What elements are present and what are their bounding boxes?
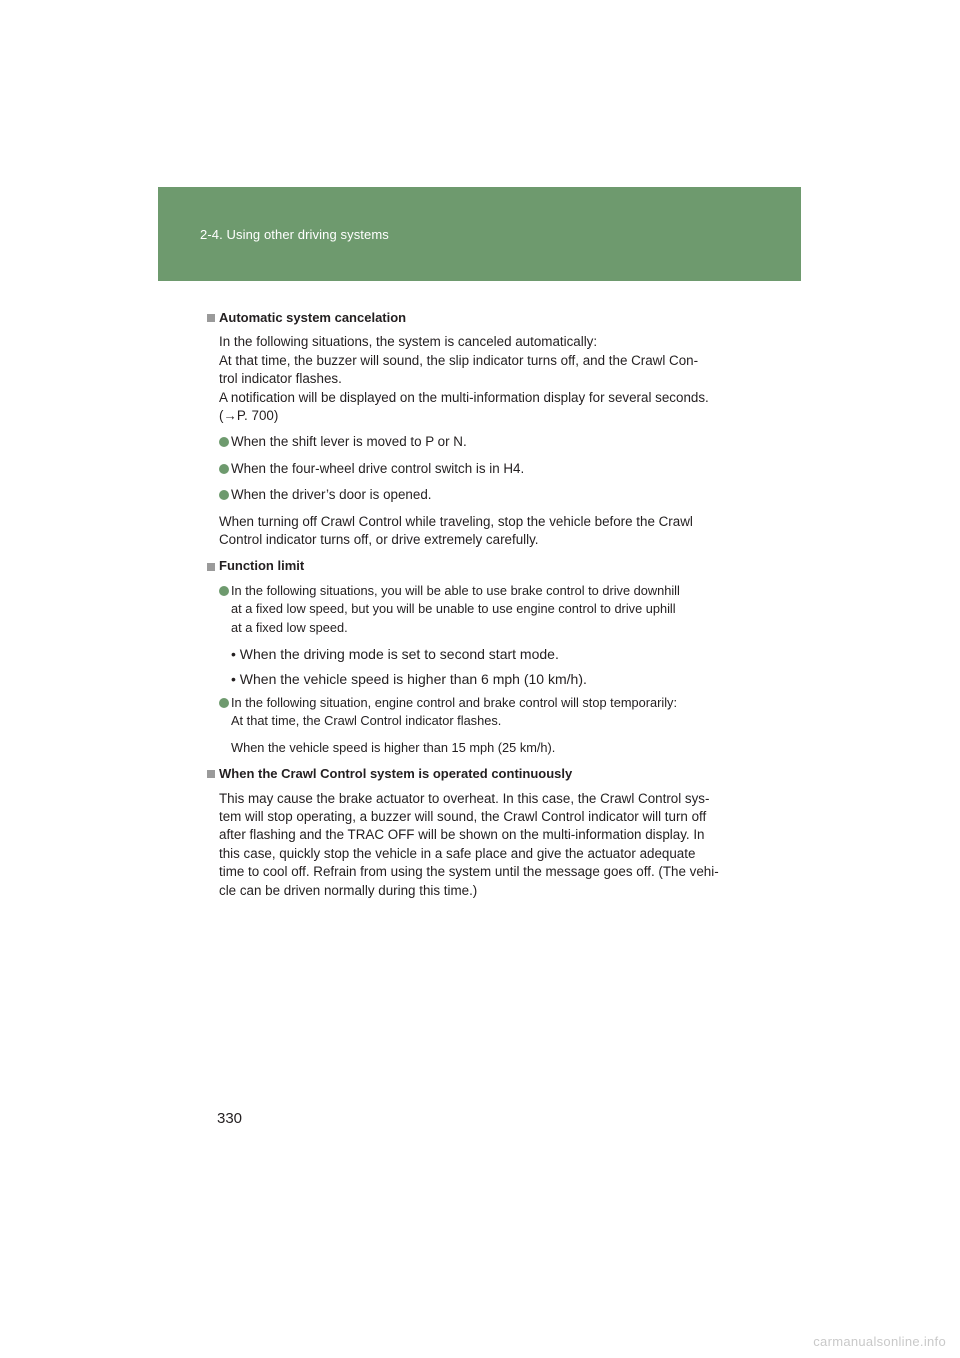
text-line: time to cool off. Refrain from using the system until the message goes off. (The vehi-	[219, 864, 719, 880]
square-bullet-icon	[207, 314, 215, 322]
list-item	[219, 694, 737, 731]
page-reference: (→P. 700)	[219, 408, 279, 424]
sub-list-item: • When the driving mode is set to second start mode.	[231, 646, 559, 663]
circle-bullet-icon	[219, 464, 229, 474]
speed-note: When the vehicle speed is higher than 15 mph (25 km/h).	[231, 739, 556, 755]
circle-bullet-icon	[219, 698, 229, 708]
cancel-paragraph	[219, 333, 737, 425]
watermark: carmanualsonline.info	[813, 1334, 946, 1349]
text-line: In the following situations, the system is canceled automatically:	[219, 334, 598, 350]
text-line: A notification will be displayed on the multi-information display for several seconds.	[219, 389, 709, 405]
circle-bullet-icon	[219, 490, 229, 500]
list-item-text: When the four-wheel drive control switch is in H4.	[231, 460, 525, 476]
chapter-header-band	[158, 187, 801, 281]
list-item	[219, 486, 737, 504]
continuous-paragraph	[219, 790, 737, 900]
page-content	[207, 309, 737, 908]
list-item	[219, 433, 737, 451]
heading-text: When the Crawl Control system is operated continuously	[219, 766, 573, 782]
heading-function-limit	[207, 557, 737, 575]
heading-automatic-cancelation	[207, 309, 737, 327]
square-bullet-icon	[207, 770, 215, 778]
text-line: Control indicator turns off, or drive extremely carefully.	[219, 532, 539, 548]
text-line: this case, quickly stop the vehicle in a safe place and give the actuator adequate	[219, 845, 696, 861]
text-line: at a fixed low speed.	[231, 619, 348, 635]
list-item	[219, 460, 737, 478]
text-line: cle can be driven normally during this time.)	[219, 882, 478, 898]
list-item	[219, 582, 737, 637]
sub-list-item: • When the vehicle speed is higher than 6 mph (10 km/h).	[231, 670, 587, 687]
text-line: When turning off Crawl Control while traveling, stop the vehicle before the Crawl	[219, 513, 693, 529]
heading-text: Function limit	[219, 558, 305, 574]
cancel-note-paragraph	[219, 513, 737, 550]
circle-bullet-icon	[219, 437, 229, 447]
text-line: This may cause the brake actuator to overheat. In this case, the Crawl Control sys-	[219, 790, 710, 806]
text-line: At that time, the Crawl Control indicator flashes.	[231, 713, 502, 729]
list-item-text: When the shift lever is moved to P or N.	[231, 434, 467, 450]
section-title: 2-4. Using other driving systems	[200, 227, 389, 242]
heading-text: Automatic system cancelation	[219, 310, 407, 325]
text-line: tem will stop operating, a buzzer will sound, the Crawl Control indicator will turn off	[219, 808, 707, 824]
heading-continuous-operation	[207, 765, 737, 783]
text-line: In the following situation, engine control and brake control will stop temporarily:	[231, 694, 677, 710]
text-line: At that time, the buzzer will sound, the slip indicator turns off, and the Crawl Con-	[219, 352, 699, 368]
list-item-text: When the driver’s door is opened.	[231, 487, 432, 503]
circle-bullet-icon	[219, 586, 229, 596]
text-line: In the following situations, you will be able to use brake control to drive downhill	[231, 582, 680, 598]
square-bullet-icon	[207, 563, 215, 571]
text-line: after flashing and the TRAC OFF will be shown on the multi-information display. In	[219, 827, 705, 843]
text-line: trol indicator flashes.	[219, 371, 342, 387]
page-number: 330	[217, 1110, 243, 1127]
text-line: at a fixed low speed, but you will be unable to use engine control to drive uphill	[231, 601, 676, 617]
